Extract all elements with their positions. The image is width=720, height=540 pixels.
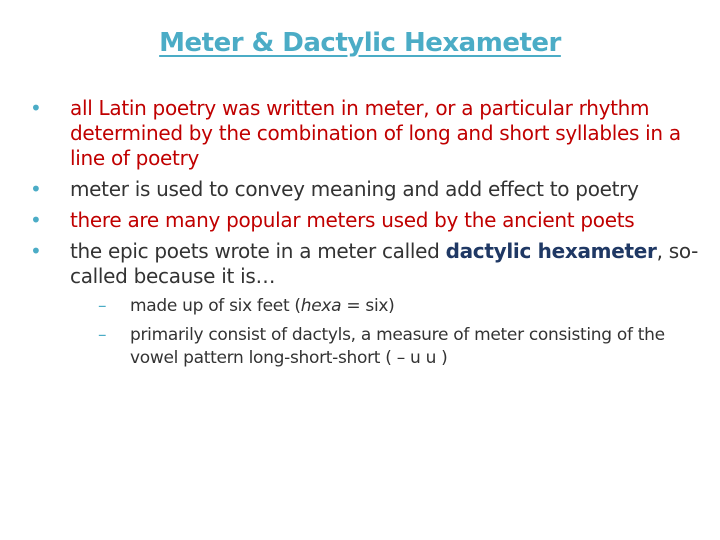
bullet-item [30, 177, 700, 202]
bullet-dot-icon: • [30, 239, 42, 263]
bullet-item [30, 239, 700, 289]
bullet-text: there are many popular meters used by the ancient poets [70, 208, 635, 232]
sub-bullet-text-pre: made up of six feet ( [130, 296, 301, 316]
slide-title: Meter & Dactylic Hexameter [159, 28, 561, 58]
bold-term: dactylic hexameter [445, 239, 657, 263]
sub-bullet-text: primarily consist of dactyls, a measure of meter consisting of the vowel pattern long-short-short ( – u u ) [130, 325, 665, 368]
dash-icon: – [98, 296, 107, 316]
dash-icon: – [98, 325, 107, 345]
bullet-dot-icon: • [30, 177, 42, 201]
bullet-item [30, 96, 700, 171]
sub-bullet-item [98, 324, 700, 370]
bullet-text-pre: the epic poets wrote in a meter called [70, 239, 446, 263]
italic-term: hexa [300, 296, 342, 316]
bullet-dot-icon: • [30, 208, 42, 232]
sub-bullet-item [98, 295, 700, 318]
bullet-dot-icon: • [30, 96, 42, 120]
bullet-text-post: , so-called because it is… [70, 239, 699, 288]
bullet-text: all Latin poetry was written in meter, or a particular rhythm determined by the combination of long and short syllables in a line of poetry [70, 96, 681, 170]
bullet-text: meter is used to convey meaning and add effect to poetry [70, 177, 639, 201]
sub-bullet-text-post: = six) [341, 296, 395, 316]
bullet-item [30, 208, 700, 233]
bullet-list [30, 96, 700, 370]
